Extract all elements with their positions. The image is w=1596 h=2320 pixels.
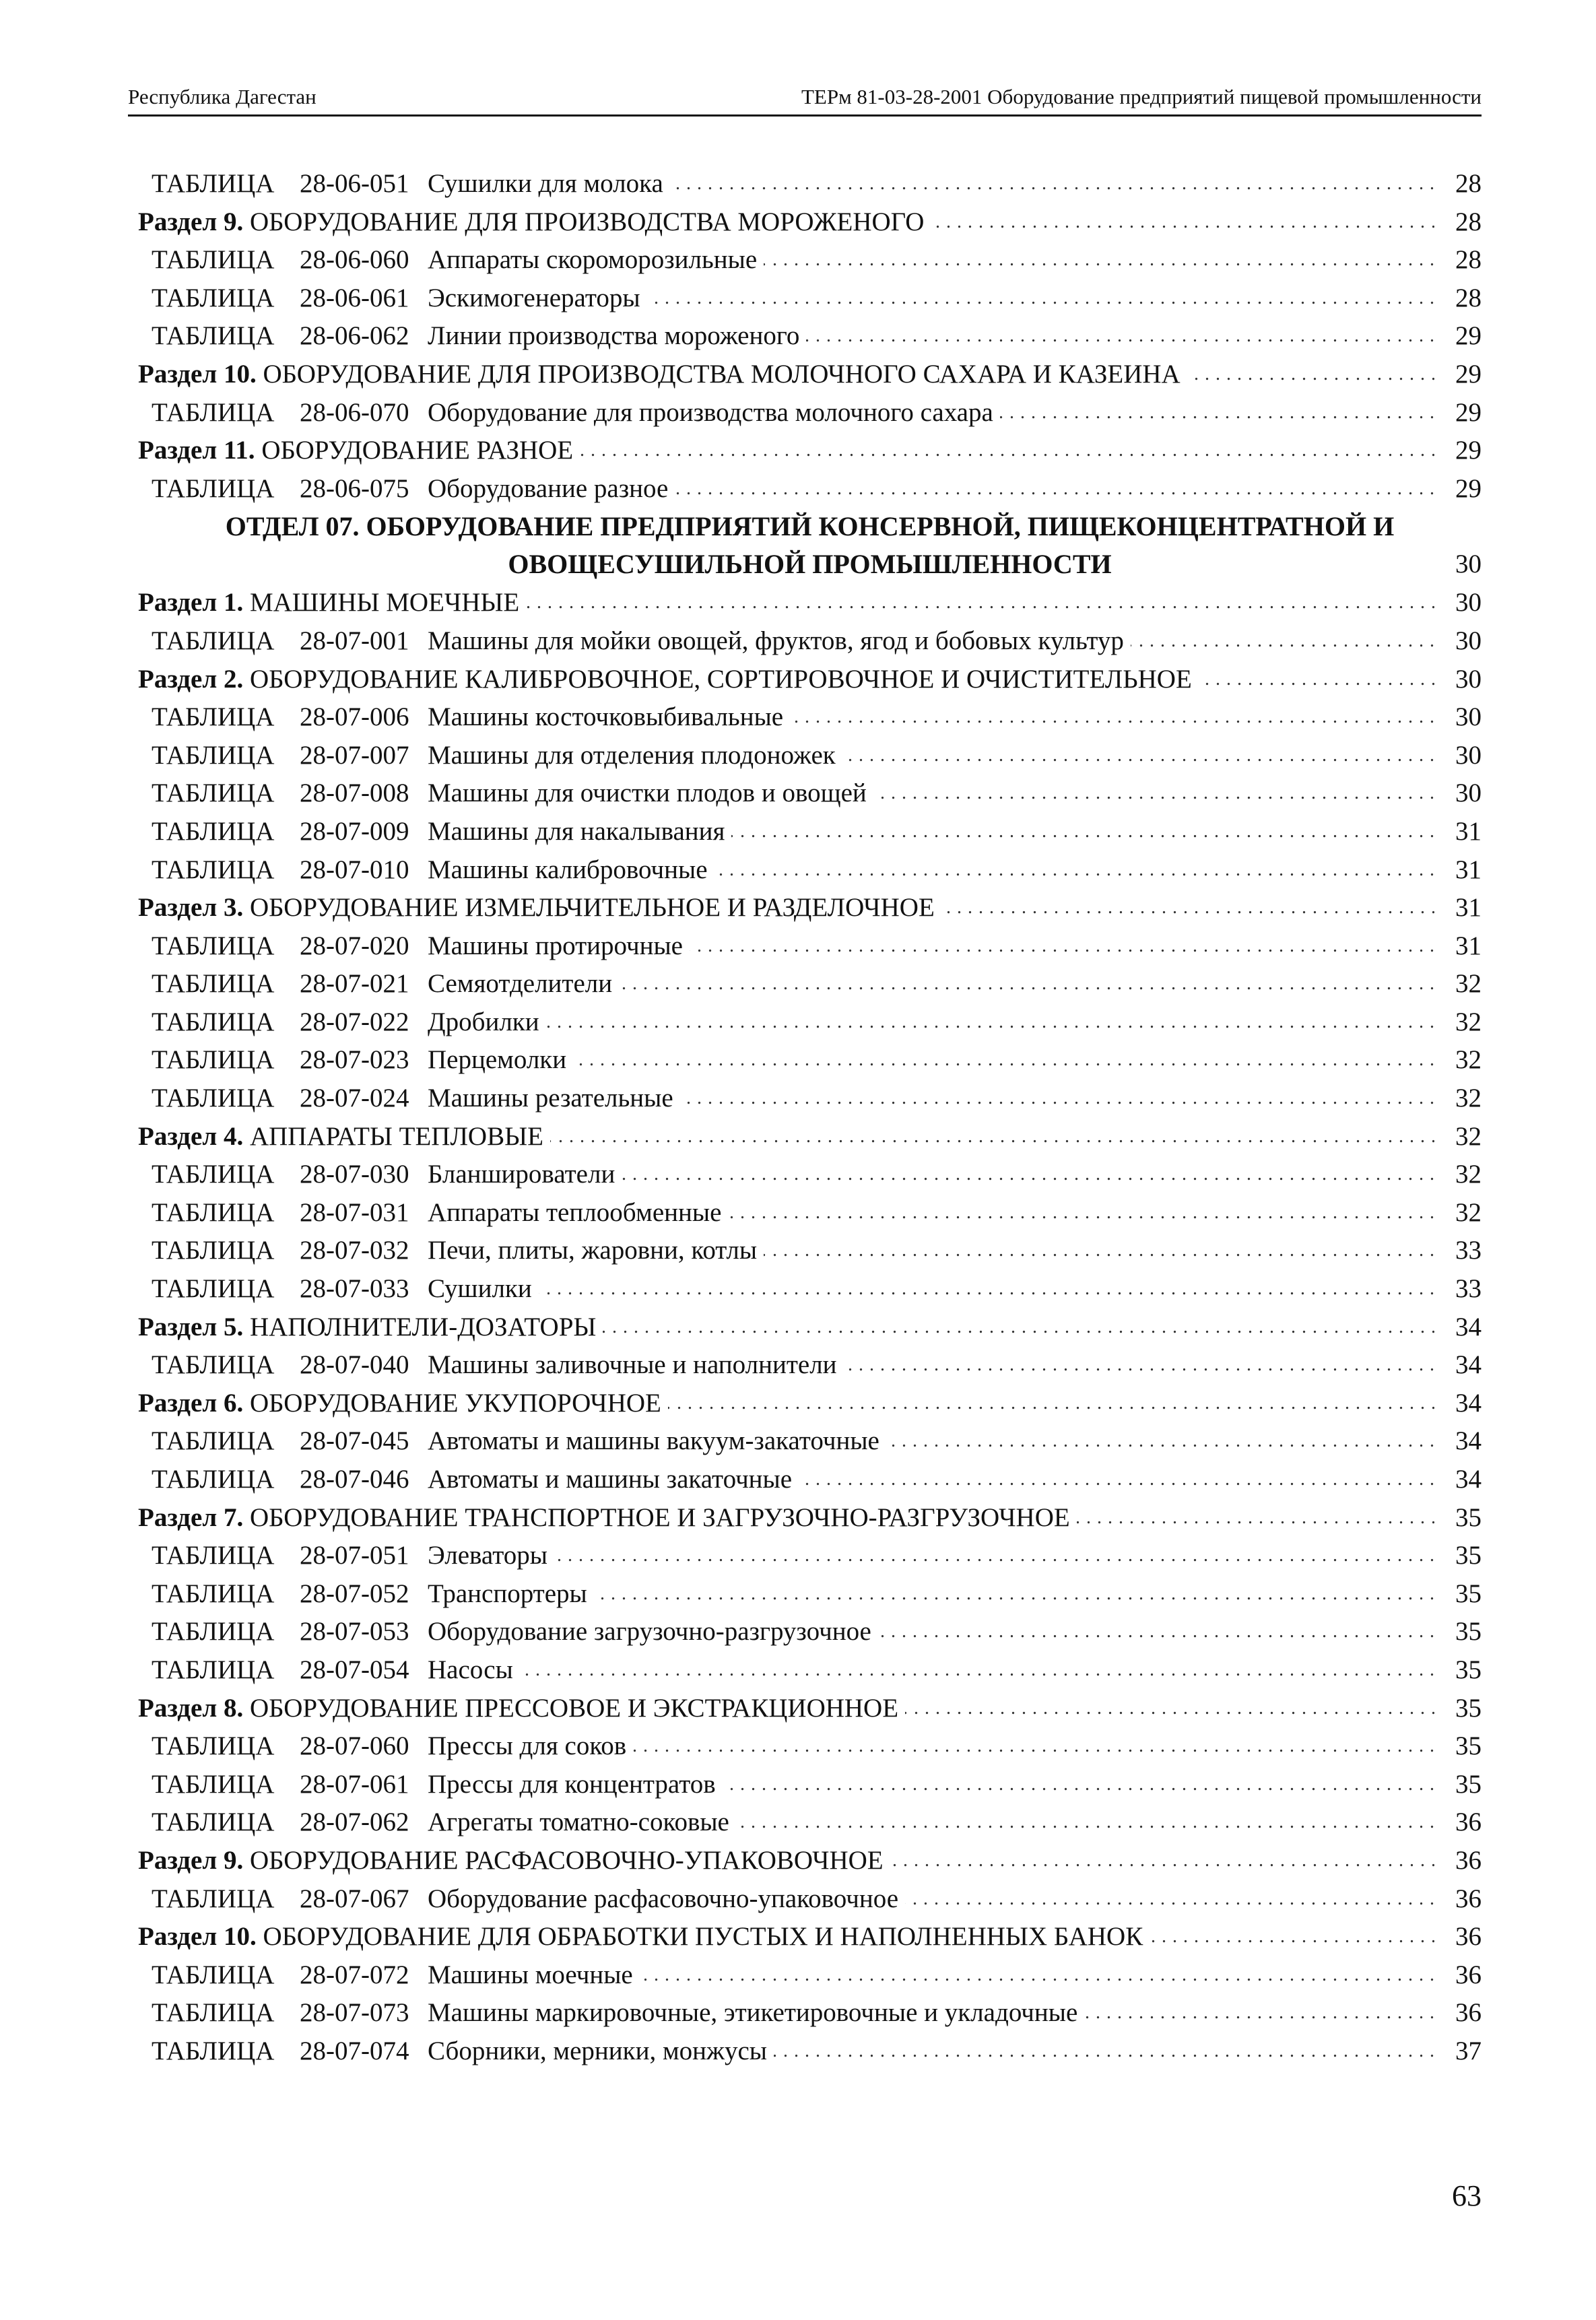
table-title: Машины маркировочные, этикетировочные и укладочные [428,1998,1084,2027]
table-title-wrap [428,1346,1434,1385]
toc-page-number: 30 [1455,740,1482,770]
section-title: ОБОРУДОВАНИЕ ДЛЯ ПРОИЗВОДСТВА МОЛОЧНОГО САХАРА И КАЗЕИНА [263,359,1181,389]
toc-page-number: 35 [1455,1693,1482,1723]
toc-table-row [138,1232,1482,1270]
toc-page-number: 35 [1455,1579,1482,1608]
section-title: ОБОРУДОВАНИЕ КАЛИБРОВОЧНОЕ, СОРТИРОВОЧНОЕ И ОЧИСТИТЕЛЬНОЕ [249,664,1192,694]
table-title: Сборники, мерники, монжусы [428,2036,774,2065]
table-code: 28-07-073 [300,1998,409,2028]
toc-page-number: 30 [1455,626,1482,655]
table-kind-label: ТАБЛИЦА [152,1655,275,1684]
table-code: 28-07-007 [300,740,409,770]
table-title-wrap [428,1232,1434,1270]
table-title: Бланширователи [428,1160,622,1189]
table-kind-label: ТАБЛИЦА [152,816,275,846]
toc-table-row [138,317,1482,356]
toc-section-row [138,356,1482,394]
department-heading [138,508,1482,584]
table-title: Прессы для концентратов [428,1770,723,1799]
toc-page-number: 32 [1455,1160,1482,1189]
table-title-wrap [428,1461,1434,1499]
header-region: Республика Дагестан [128,85,317,108]
table-title-wrap [428,1956,1434,1995]
toc-page-number: 30 [1455,664,1482,694]
table-code: 28-07-062 [300,1808,409,1837]
department-page: 30 [1455,550,1482,579]
toc-table-row [138,1651,1482,1690]
table-title-wrap [428,279,1434,318]
toc-table-row [138,1194,1482,1232]
table-kind-label: ТАБЛИЦА [152,1541,275,1570]
table-code: 28-06-051 [300,169,409,198]
toc-section-row [138,432,1482,470]
table-kind-label: ТАБЛИЦА [152,1426,275,1456]
table-title: Машины протирочные [428,931,690,960]
table-title-wrap [428,394,1434,432]
table-code: 28-07-052 [300,1579,409,1608]
table-title-wrap [428,1003,1434,1042]
toc-page-number: 36 [1455,1922,1482,1952]
table-kind-label: ТАБЛИЦА [152,397,275,427]
toc-page-number: 34 [1455,1426,1482,1456]
section-label: Раздел 1. [138,588,244,618]
department-title-line1: ОТДЕЛ 07. ОБОРУДОВАНИЕ ПРЕДПРИЯТИЙ КОНСЕРВНОЙ, ПИЩЕКОНЦЕНТРАТНОЙ И [225,511,1395,542]
table-kind-label: ТАБЛИЦА [152,1274,275,1304]
toc-page-number: 36 [1455,1998,1482,2028]
toc-page-number: 32 [1455,1121,1482,1151]
table-title: Печи, плиты, жаровни, котлы [428,1236,764,1265]
table-title-wrap [428,698,1434,737]
table-code: 28-07-006 [300,702,409,732]
table-title: Перцемолки [428,1045,573,1074]
section-label: Раздел 6. [138,1388,244,1418]
table-title: Прессы для соков [428,1731,633,1760]
toc-page-number: 32 [1455,1084,1482,1113]
table-code: 28-07-074 [300,2036,409,2065]
table-kind-label: ТАБЛИЦА [152,702,275,732]
section-label: Раздел 3. [138,893,244,923]
toc-page-number: 28 [1455,245,1482,275]
table-title: Автоматы и машины вакуум-закаточные [428,1426,886,1455]
table-kind-label: ТАБЛИЦА [152,1884,275,1913]
table-title: Оборудование расфасовочно-упаковочное [428,1884,905,1913]
table-title-wrap [428,2032,1434,2071]
section-title-wrap [138,203,1434,242]
section-title: ОБОРУДОВАНИЕ ИЗМЕЛЬЧИТЕЛЬНОЕ И РАЗДЕЛОЧНОЕ [249,893,935,923]
table-title-wrap [428,1080,1434,1118]
section-title-text [138,1122,550,1151]
table-title: Агрегаты томатно-соковые [428,1808,736,1836]
table-title-wrap [428,622,1434,661]
toc-table-row [138,737,1482,775]
section-label: Раздел 9. [138,207,244,236]
toc-page-number: 29 [1455,473,1482,503]
toc-table-row [138,1346,1482,1385]
table-kind-label: ТАБЛИЦА [152,778,275,808]
table-code: 28-07-040 [300,1350,409,1380]
toc-page-number: 32 [1455,1045,1482,1075]
toc-table-row [138,1956,1482,1995]
table-title: Аппараты скороморозильные [428,245,764,274]
table-code: 28-07-045 [300,1426,409,1456]
section-title-wrap [138,1918,1434,1956]
toc-page-number: 33 [1455,1236,1482,1265]
toc-page-number: 32 [1455,969,1482,999]
table-code: 28-06-061 [300,283,409,312]
table-title: Дробилки [428,1007,546,1036]
section-label: Раздел 9. [138,1845,244,1875]
toc-table-row [138,1270,1482,1308]
table-title-wrap [428,1803,1434,1842]
toc-page-number: 31 [1455,855,1482,884]
toc-table-row [138,1803,1482,1842]
toc-page-number: 32 [1455,1007,1482,1036]
toc-table-row [138,1880,1482,1919]
table-title: Автоматы и машины закаточные [428,1465,799,1494]
toc-section-row [138,1118,1482,1156]
section-label: Раздел 2. [138,664,244,694]
toc-page-number: 36 [1455,1808,1482,1837]
section-title-text [138,436,580,465]
toc-table-row [138,1727,1482,1766]
section-title-wrap [138,1308,1434,1347]
section-title-text [138,1503,1077,1532]
toc-page-number: 33 [1455,1274,1482,1304]
table-title-wrap [428,1156,1434,1194]
table-title: Аппараты теплообменные [428,1198,728,1227]
toc-section-row [138,1385,1482,1423]
table-code: 28-06-075 [300,473,409,503]
table-title-wrap [428,1194,1434,1232]
table-code: 28-07-001 [300,626,409,655]
table-code: 28-07-054 [300,1655,409,1684]
section-title-text [138,665,1199,694]
toc-page-number: 32 [1455,1197,1482,1227]
table-code: 28-07-020 [300,931,409,960]
section-title: ОБОРУДОВАНИЕ ДЛЯ ПРОИЗВОДСТВА МОРОЖЕНОГО [249,207,925,236]
section-title: МАШИНЫ МОЕЧНЫЕ [249,588,520,618]
table-kind-label: ТАБЛИЦА [152,1084,275,1113]
toc-page-number: 29 [1455,359,1482,389]
section-title: АППАРАТЫ ТЕПЛОВЫЕ [249,1121,543,1151]
table-code: 28-07-030 [300,1160,409,1189]
toc-page-number: 35 [1455,1617,1482,1647]
toc-page-number: 35 [1455,1769,1482,1799]
toc-table-row [138,1422,1482,1461]
table-code: 28-07-053 [300,1617,409,1647]
section-label: Раздел 7. [138,1502,244,1532]
header-document-title: ТЕРм 81-03-28-2001 Оборудование предприятий пищевой промышленности [801,85,1482,108]
section-title-text [138,1389,668,1418]
toc-page-number: 29 [1455,436,1482,465]
toc-page-number: 34 [1455,1312,1482,1341]
section-title-wrap [138,661,1434,699]
section-title-text [138,588,526,617]
toc-page-number: 31 [1455,931,1482,960]
table-kind-label: ТАБЛИЦА [152,1350,275,1380]
table-title-wrap [428,1727,1434,1766]
toc-page-number: 35 [1455,1502,1482,1532]
table-code: 28-07-072 [300,1960,409,1989]
table-title-wrap [428,927,1434,966]
table-title: Машины для очистки плодов и овощей [428,778,873,807]
table-code: 28-07-051 [300,1541,409,1570]
toc-group-dept-06 [138,165,1482,508]
table-title: Машины моечные [428,1960,640,1989]
toc-page-number: 31 [1455,893,1482,923]
table-kind-label: ТАБЛИЦА [152,931,275,960]
toc-page-number: 34 [1455,1465,1482,1494]
table-title: Семяотделители [428,969,619,998]
toc-table-row [138,813,1482,851]
table-code: 28-07-009 [300,816,409,846]
toc-section-row [138,203,1482,242]
table-kind-label: ТАБЛИЦА [152,1617,275,1647]
toc-page-number: 36 [1455,1884,1482,1913]
table-title-wrap [428,737,1434,775]
table-title: Эскимогенераторы [428,284,647,312]
toc-page-number: 30 [1455,702,1482,732]
toc-section-row [138,1690,1482,1728]
table-kind-label: ТАБЛИЦА [152,1731,275,1761]
section-title: ОБОРУДОВАНИЕ ТРАНСПОРТНОЕ И ЗАГРУЗОЧНО-РАЗГРУЗОЧНОЕ [249,1502,1070,1532]
toc-section-row [138,1308,1482,1347]
table-title-wrap [428,1994,1434,2032]
table-kind-label: ТАБЛИЦА [152,283,275,312]
toc-page-number: 35 [1455,1655,1482,1684]
toc-table-row [138,241,1482,279]
table-code: 28-07-032 [300,1236,409,1265]
table-kind-label: ТАБЛИЦА [152,1808,275,1837]
table-kind-label: ТАБЛИЦА [152,1160,275,1189]
toc-section-row [138,1918,1482,1956]
table-title-wrap [428,1537,1434,1575]
table-title: Насосы [428,1655,520,1684]
table-code: 28-07-031 [300,1197,409,1227]
toc-group-dept-07 [138,584,1482,2070]
section-title-wrap [138,1842,1434,1880]
table-kind-label: ТАБЛИЦА [152,1007,275,1036]
section-title: НАПОЛНИТЕЛИ-ДОЗАТОРЫ [249,1312,597,1341]
table-title-wrap [428,1575,1434,1614]
section-title: ОБОРУДОВАНИЕ РАЗНОЕ [261,436,574,465]
toc-page-number: 37 [1455,2036,1482,2065]
table-title-wrap [428,1651,1434,1690]
toc-table-row [138,774,1482,813]
table-title-wrap [428,1766,1434,1804]
section-label: Раздел 8. [138,1693,244,1723]
table-kind-label: ТАБЛИЦА [152,1769,275,1799]
toc-table-row [138,927,1482,966]
table-title-wrap [428,470,1434,508]
table-title: Машины калибровочные [428,855,714,884]
table-kind-label: ТАБЛИЦА [152,969,275,999]
table-code: 28-07-067 [300,1884,409,1913]
toc-page-number: 30 [1455,588,1482,618]
toc-page-number: 35 [1455,1541,1482,1570]
table-code: 28-07-061 [300,1769,409,1799]
table-title-wrap [428,965,1434,1003]
toc-page-number: 30 [1455,778,1482,808]
table-kind-label: ТАБЛИЦА [152,626,275,655]
toc-page-number: 35 [1455,1731,1482,1761]
table-title: Сушилки для молока [428,169,670,198]
toc-table-row [138,1994,1482,2032]
toc-page-number: 36 [1455,1845,1482,1875]
table-title: Машины косточковыбивальные [428,702,790,731]
table-title-wrap [428,1422,1434,1461]
toc-section-row [138,584,1482,622]
running-header [128,74,1482,117]
section-title-text [138,360,1187,389]
table-kind-label: ТАБЛИЦА [152,2036,275,2065]
toc-page-number: 36 [1455,1960,1482,1989]
toc-page-number: 28 [1455,207,1482,236]
table-title-wrap [428,1613,1434,1651]
table-title: Оборудование загрузочно-разгрузочное [428,1617,878,1646]
toc-table-row [138,851,1482,890]
toc-table-row [138,1766,1482,1804]
table-code: 28-07-046 [300,1465,409,1494]
toc-page-number: 34 [1455,1388,1482,1418]
table-title-wrap [428,851,1434,890]
table-title: Элеваторы [428,1541,554,1570]
page-number: 63 [1452,2179,1482,2212]
toc-section-row [138,889,1482,927]
table-title: Машины заливочные и наполнители [428,1350,844,1379]
table-title: Оборудование разное [428,474,675,503]
section-title-wrap [138,1118,1434,1156]
toc-section-row [138,1499,1482,1537]
toc-table-row [138,622,1482,661]
toc-section-row [138,661,1482,699]
table-title-wrap [428,813,1434,851]
table-title-wrap [428,1270,1434,1308]
section-label: Раздел 11. [138,436,255,465]
table-of-contents [138,165,1482,2071]
toc-table-row [138,165,1482,203]
section-title-text [138,1846,890,1875]
section-title-text [138,893,941,922]
section-label: Раздел 10. [138,359,257,389]
toc-table-row [138,1080,1482,1118]
table-kind-label: ТАБЛИЦА [152,1579,275,1608]
toc-table-row [138,965,1482,1003]
toc-table-row [138,698,1482,737]
section-label: Раздел 10. [138,1922,257,1952]
table-title: Сушилки [428,1274,539,1303]
toc-table-row [138,1575,1482,1614]
table-kind-label: ТАБЛИЦА [152,1236,275,1265]
toc-table-row [138,1003,1482,1042]
toc-table-row [138,394,1482,432]
toc-page-number: 31 [1455,816,1482,846]
table-title-wrap [428,317,1434,356]
department-title-line2: ОВОЩЕСУШИЛЬНОЙ ПРОМЫШЛЕННОСТИ [508,549,1112,580]
section-title: ОБОРУДОВАНИЕ ДЛЯ ОБРАБОТКИ ПУСТЫХ И НАПОЛНЕННЫХ БАНОК [263,1922,1143,1952]
table-kind-label: ТАБЛИЦА [152,245,275,275]
section-title-wrap [138,584,1434,622]
section-label: Раздел 5. [138,1312,244,1341]
section-label: Раздел 4. [138,1121,244,1151]
section-title-text [138,1922,1150,1951]
table-title-wrap [428,241,1434,279]
table-kind-label: ТАБЛИЦА [152,1960,275,1989]
toc-table-row [138,1537,1482,1575]
table-code: 28-07-060 [300,1731,409,1761]
toc-page-number: 29 [1455,321,1482,351]
table-kind-label: ТАБЛИЦА [152,1045,275,1075]
table-kind-label: ТАБЛИЦА [152,740,275,770]
table-title: Машины для отделения плодоножек [428,741,842,770]
table-kind-label: ТАБЛИЦА [152,473,275,503]
table-code: 28-06-060 [300,245,409,275]
section-title: ОБОРУДОВАНИЕ УКУПОРОЧНОЕ [249,1388,661,1418]
table-kind-label: ТАБЛИЦА [152,1465,275,1494]
table-title: Машины резательные [428,1084,680,1113]
toc-table-row [138,1156,1482,1194]
section-title-text [138,207,931,236]
toc-page-number: 28 [1455,283,1482,312]
toc-table-row [138,470,1482,508]
section-title-text [138,1313,603,1341]
table-code: 28-07-021 [300,969,409,999]
section-title-wrap [138,356,1434,394]
table-title: Машины для накалывания [428,817,731,846]
section-title-wrap [138,889,1434,927]
toc-table-row [138,279,1482,318]
table-kind-label: ТАБЛИЦА [152,855,275,884]
section-title-wrap [138,1385,1434,1423]
toc-section-row [138,1842,1482,1880]
table-title: Транспортеры [428,1579,594,1608]
toc-page-number: 29 [1455,397,1482,427]
table-title: Машины для мойки овощей, фруктов, ягод и бобовых культур [428,626,1131,655]
toc-table-row [138,1461,1482,1499]
section-title-text [138,1694,905,1723]
table-title-wrap [428,1880,1434,1919]
table-kind-label: ТАБЛИЦА [152,1998,275,2028]
table-title: Оборудование для производства молочного сахара [428,398,1000,427]
section-title-wrap [138,1499,1434,1537]
toc-page-number: 34 [1455,1350,1482,1380]
table-code: 28-07-008 [300,778,409,808]
table-code: 28-07-023 [300,1045,409,1075]
section-title-wrap [138,1690,1434,1728]
table-kind-label: ТАБЛИЦА [152,1197,275,1227]
toc-table-row [138,2032,1482,2071]
table-code: 28-07-033 [300,1274,409,1304]
toc-table-row [138,1613,1482,1651]
section-title: ОБОРУДОВАНИЕ РАСФАСОВОЧНО-УПАКОВОЧНОЕ [249,1845,884,1875]
toc-page-number: 28 [1455,169,1482,198]
table-code: 28-07-022 [300,1007,409,1036]
table-kind-label: ТАБЛИЦА [152,169,275,198]
table-title: Линии производства мороженого [428,321,806,350]
table-kind-label: ТАБЛИЦА [152,321,275,351]
table-code: 28-07-010 [300,855,409,884]
table-code: 28-07-024 [300,1084,409,1113]
table-title-wrap [428,165,1434,203]
table-title-wrap [428,1041,1434,1080]
table-title-wrap [428,774,1434,813]
table-code: 28-06-062 [300,321,409,351]
section-title-wrap [138,432,1434,470]
toc-table-row [138,1041,1482,1080]
table-code: 28-06-070 [300,397,409,427]
section-title: ОБОРУДОВАНИЕ ПРЕССОВОЕ И ЭКСТРАКЦИОННОЕ [249,1693,899,1723]
